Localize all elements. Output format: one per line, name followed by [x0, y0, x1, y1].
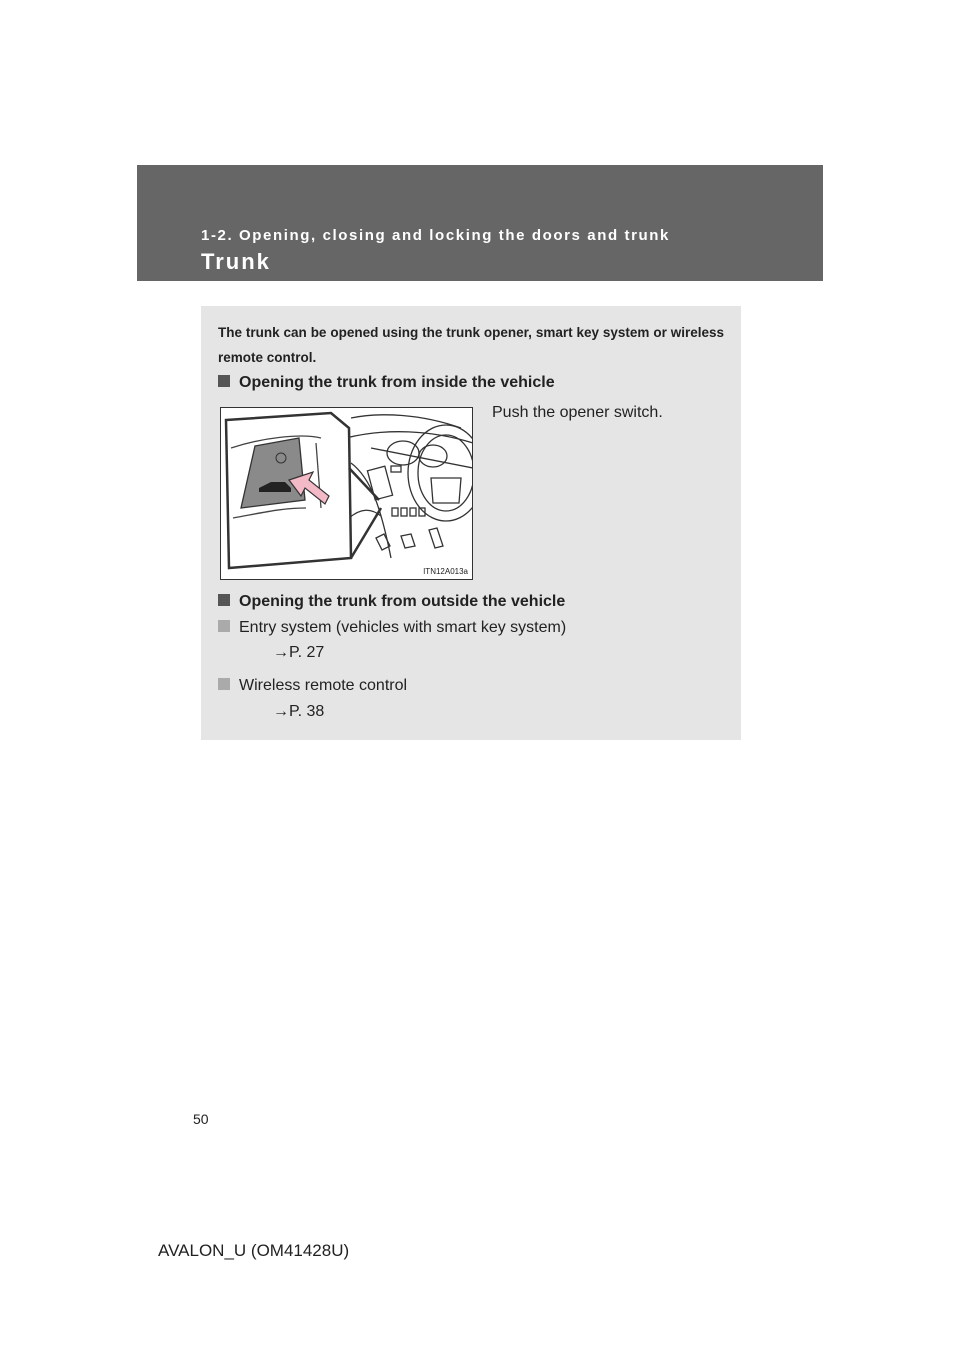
chapter-header: [137, 165, 823, 281]
page-number: 50: [193, 1111, 209, 1127]
list-item-label: Entry system (vehicles with smart key system): [239, 619, 567, 636]
list-item-entry-system: [218, 619, 566, 637]
list-item-wireless-remote: [218, 677, 407, 695]
push-instruction: Push the opener switch.: [492, 404, 663, 421]
trunk-opener-illustration: [220, 407, 473, 580]
section-label: 1-2. Opening, closing and locking the doors and trunk: [201, 227, 670, 244]
inside-heading-text: Opening the trunk from inside the vehicle: [239, 374, 555, 391]
bullet-square-icon: [218, 375, 230, 387]
bullet-square-gray-icon: [218, 678, 230, 690]
intro-text: The trunk can be opened using the trunk opener, smart key system or wireless remote control.: [218, 325, 724, 365]
figure-code: ITN12A013a: [423, 567, 468, 576]
page-reference-link[interactable]: →P. 38: [273, 703, 325, 720]
inside-heading: [218, 374, 555, 392]
page-title: Trunk: [201, 249, 271, 274]
outside-heading-text: Opening the trunk from outside the vehicle: [239, 593, 566, 610]
outside-heading: [218, 593, 565, 611]
dashboard-illustration-icon: [221, 408, 473, 580]
bullet-square-icon: [218, 594, 230, 606]
content-panel: [201, 306, 741, 740]
list-item-label: Wireless remote control: [239, 677, 408, 694]
bullet-square-gray-icon: [218, 620, 230, 632]
document-code: AVALON_U (OM41428U): [158, 1241, 350, 1260]
page-reference-link[interactable]: →P. 27: [273, 644, 325, 661]
